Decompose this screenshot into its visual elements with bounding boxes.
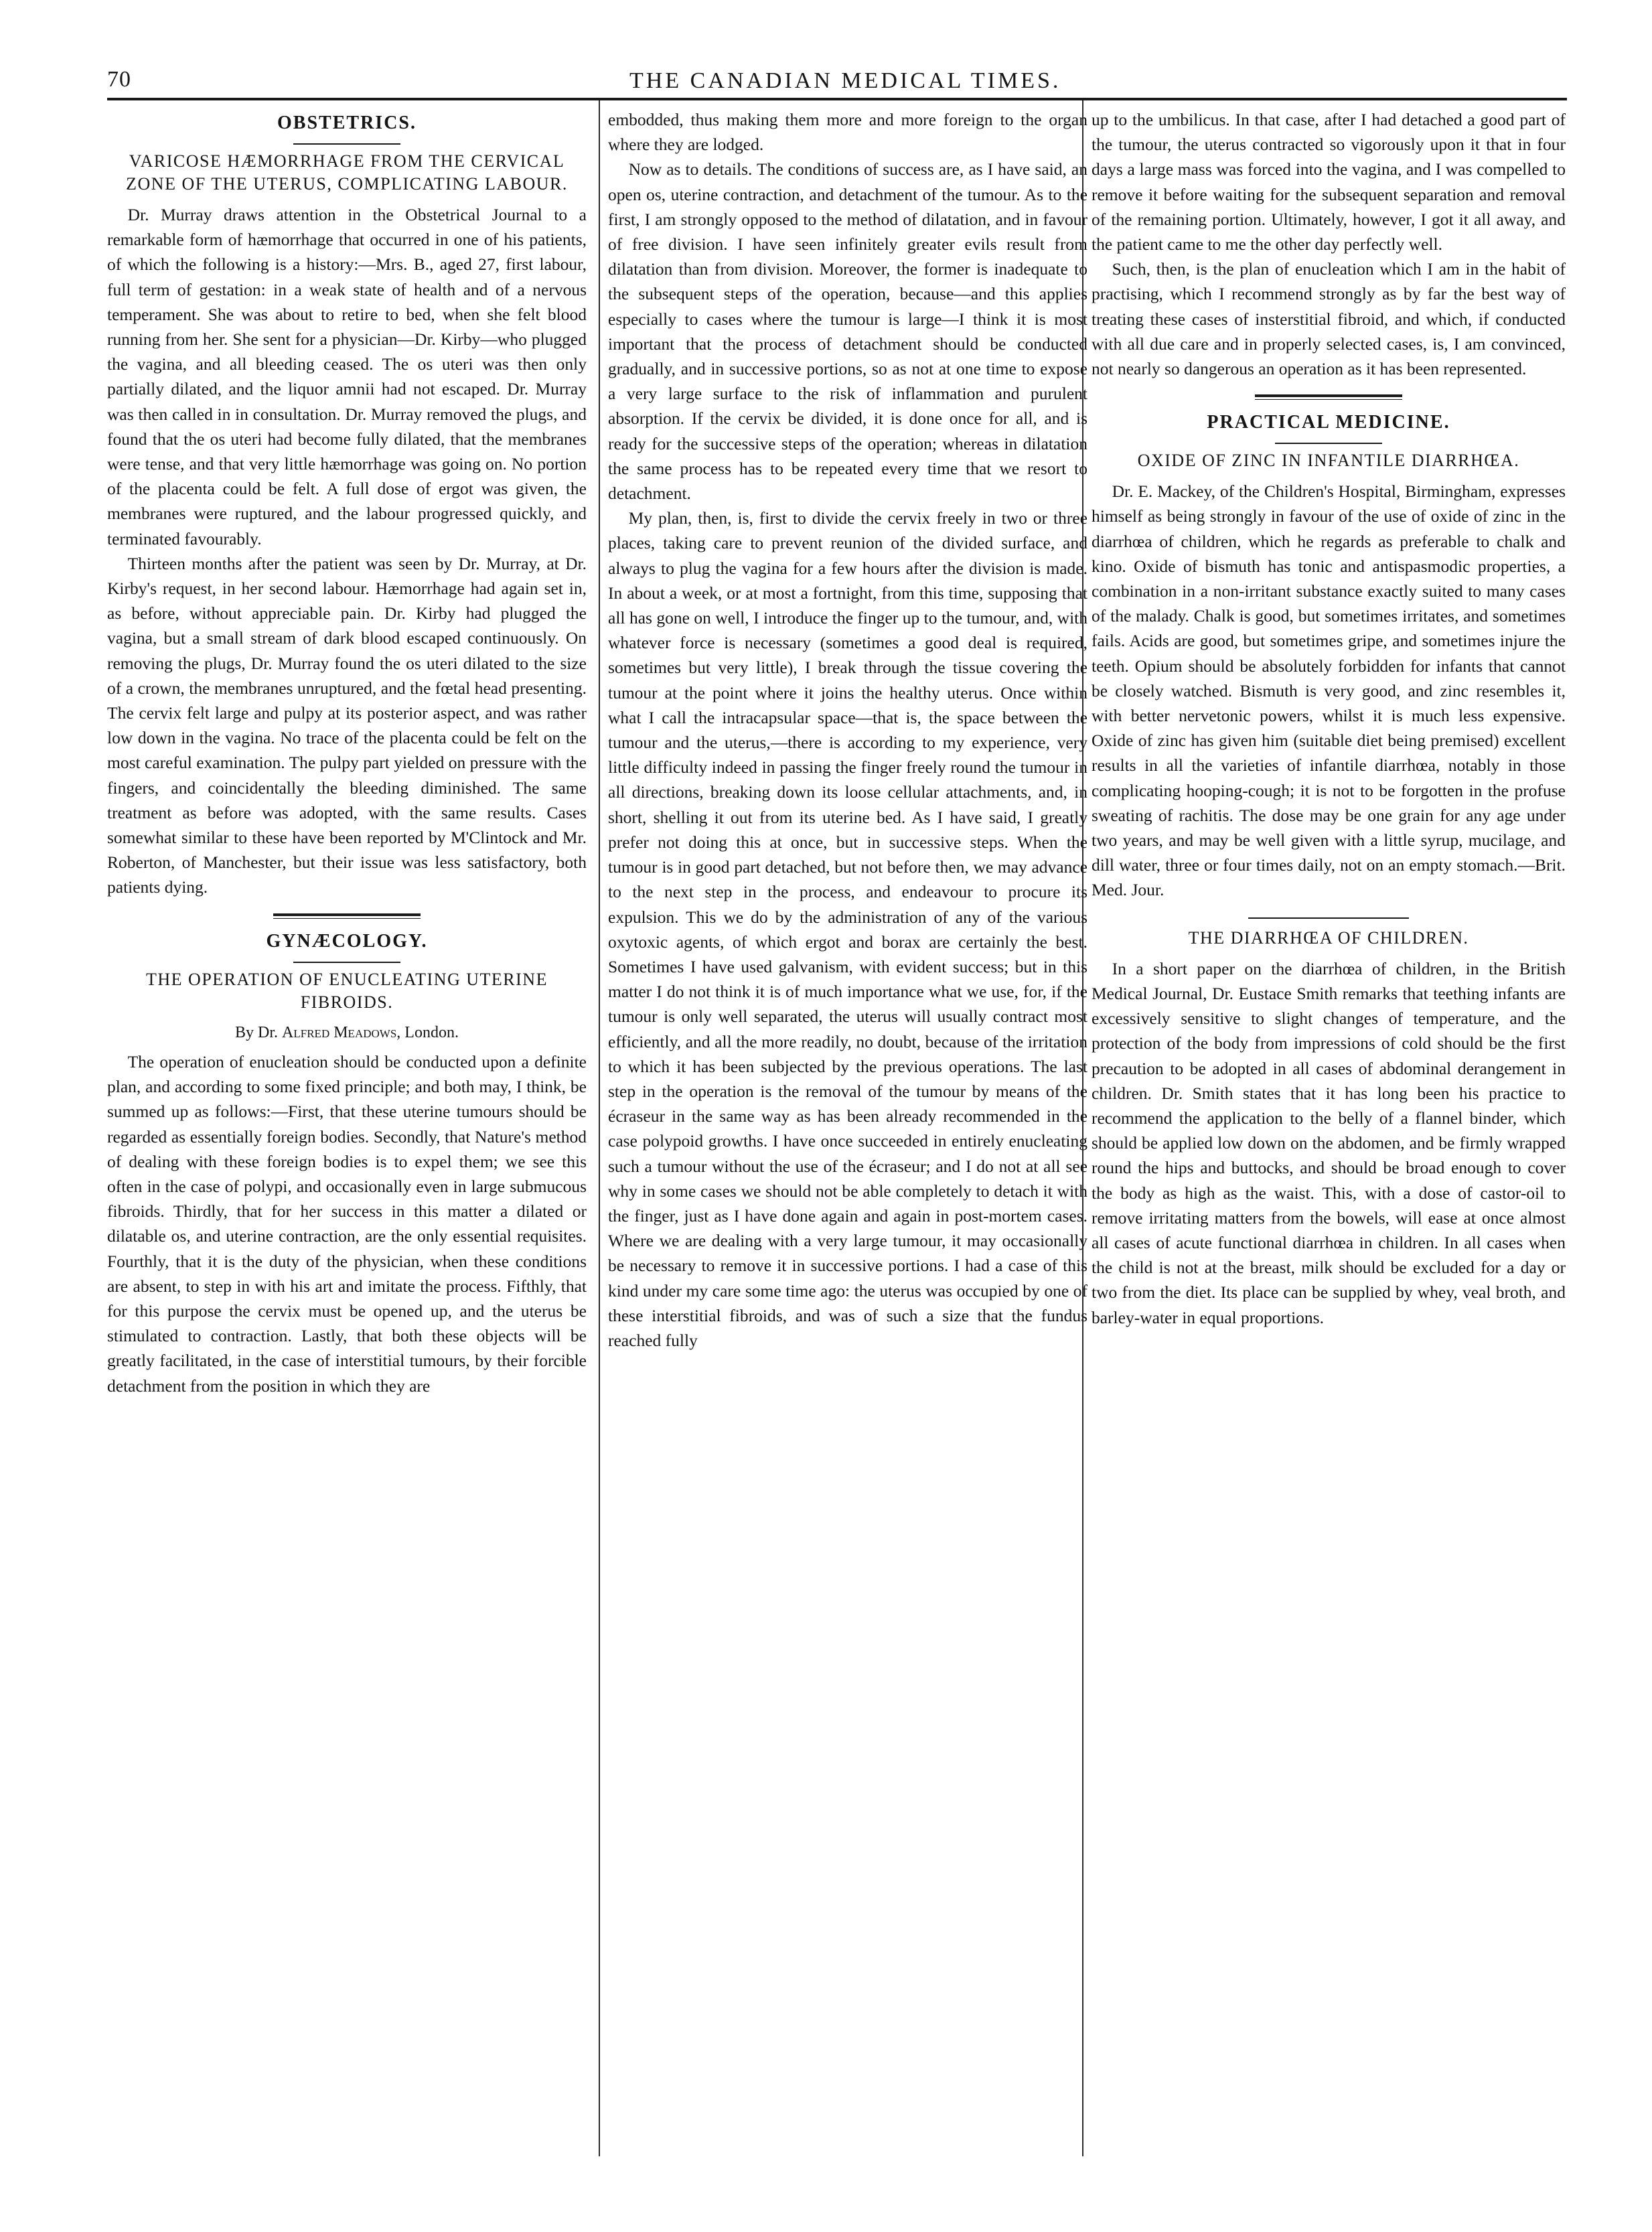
article-paragraph: Such, then, is the plan of enucleation which I am in the habit of practising, which I recommend strongly as by far the best way of treating these cases of insterstitial fibroid, and which, if conducted with all due care and in properly selected cases, is, I am convinced, not nearly so dangerous an operation as it has been represented. — [1092, 259, 1566, 379]
heading-rule — [293, 962, 400, 963]
article-title-diarrhoea-of-children: THE DIARRHŒA OF CHILDREN. — [1188, 927, 1469, 948]
article-paragraph: My plan, then, is, first to divide the cervix freely in two or three places, taking care to prevent reunion of the divided surface, and always to plug the vagina for a few hours after the division is made. In about a week, or at most a fortnight, from this time, supposing that all has gone on well, I introduce the finger up to the tumour, and, with whatever force is necessary (sometimes a good deal is required, sometimes but very little), I break through the tissue covering the tumour at the point where it joins the healthy uterus. Once within what I call the intracapsular space—that is, the space between the tumour and the uterus,—there is according to my experience, very little difficulty indeed in passing the finger freely round the tumour in all directions, breaking down its loose cellular attachments, and, in short, shelling it out from its uterine bed. As I have said, I greatly prefer not doing this at once, but in successive steps. When the tumour is in good part detached, but not before then, we may advance to the next step in the process, and endeavour to procure its expulsion. This we do by the administration of any of the various oxytoxic agents, of which ergot and borax are certainly the best. Sometimes I have used galvanism, with evident success; but in this matter I do not think it is of much importance what we use, for, if the tumour is only well separated, the uterus will usually contract most efficiently, and all the more readily, no doubt, because of the irritation to which it has been subjected by the previous operations. The last step in the operation is the removal of the tumour by means of the écraseur in the same way as has been already recommended in the case polypoid growths. I have once succeeded in entirely enucleating such a tumour without the use of the écraseur; and I do not at all see why in some cases we should not be able completely to detach it with the finger, just as I have done again and again in post-mortem cases. Where we are dealing with a very large tumour, it may occasionally be necessary to remove it in successive portions. I had a case of this kind under my care some time ago: the uterus was occupied by one of these interstitial fibroids, and was of such a size that the fundus reached fully — [608, 508, 1087, 1350]
section-separator — [273, 913, 421, 919]
byline-prefix: By Dr. — [235, 1023, 279, 1041]
article-paragraph-continued: embodded, thus making them more and more foreign to the organ where they are lodged. — [608, 110, 1087, 155]
article-paragraph: In a short paper on the diarrhœa of children, in the British Medical Journal, Dr. Eustace Smith remarks that teething infants are excessively sensitive to slight changes of temperature, and the protection of the body from impressions of cold should be the first precaution to be adopted in all cases of abdominal derangement in children. Dr. Smith states that it has long been his practice to recommend the application to the belly of a flannel binder, which should be applied low down on the abdomen, and be firmly wrapped round the hips and buttocks, and should be broad enough to cover the body as high as the waist. This, with a dose of castor-oil to remove irritating matters from the bowels, will ease at once almost all cases of acute functional diarrhœa in children. In all cases when the child is not at the breast, milk should be excluded for a day or two from the diet. Its place can be supplied by whey, veal broth, and barley-water in equal proportions. — [1092, 958, 1566, 1327]
article-title-varicose-haemorrhage: VARICOSE HÆMORRHAGE FROM THE CERVICAL ZONE OF THE UTERUS, COMPLICATING LABOUR. — [126, 151, 568, 194]
article-paragraph: Now as to details. The conditions of success are, as I have said, an open os, uterine contraction, and detachment of the tumour. As to the first, I am strongly opposed to the method of dilatation, and in favour of free division. I have seen infinitely greater evils result from dilatation than from division. Moreover, the former is inadequate to the subsequent steps of the operation, because—and this applies especially to cases where the tumour is large—I think it is most important that the process of detachment should be conducted gradually, and in successive portions, so as not at one time to expose a very large surface to the risk of inflammation and purulent absorption. If the cervix be divided, it is done once for all, and is ready for the successive steps of the operation; whereas in dilatation the same process has to be repeated every time that we resort to detachment. — [608, 159, 1087, 504]
heading-rule — [293, 143, 400, 145]
article-paragraph: Dr. Murray draws attention in the Obstetrical Journal to a remarkable form of hæmorrhage that occurred in one of his patients, of which the following is a history:—Mrs. B., aged 27, first labour, full term of gestation: in a weak state of health and of a nervous temperament. She was about to retire to bed, when she felt blood running from her. She sent for a physician—Dr. Kirby—who plugged the vagina, and all bleeding ceased. The os uteri was then only partially dilated, and the liquor amnii had not escaped. Dr. Murray was then called in in consultation. Dr. Murray removed the plugs, and found that the os uteri had become fully dilated, that the membranes were tense, and that very little hæmorrhage was going on. No portion of the placenta could be felt. A full dose of ergot was given, the membranes were ruptured, and the labour progressed quickly, and terminated favourably. — [107, 205, 587, 548]
page-number: 70 — [107, 67, 131, 92]
byline-author: Alfred Meadows, — [282, 1023, 401, 1041]
column-1 — [107, 107, 587, 1398]
section-heading-practical-medicine: PRACTICAL MEDICINE. — [1207, 412, 1450, 433]
article-byline — [107, 1021, 587, 1045]
column-3 — [1092, 107, 1566, 1330]
article-title-oxide-of-zinc: OXIDE OF ZINC IN INFANTILE DIARRHŒA. — [1137, 451, 1520, 471]
header-rule — [107, 98, 1567, 100]
article-paragraph: Thirteen months after the patient was seen by Dr. Murray, at Dr. Kirby's request, in her second labour. Hæmorrhage had again set in, as before, without appreciable pain. Dr. Kirby had plugged the vagina, but a small stream of dark blood escaped continuously. On removing the plugs, Dr. Murray found the os uteri dilated to the size of a crown, the membranes unruptured, and the fœtal head presenting. The cervix felt large and pulpy at its posterior aspect, and was rather low down in the vagina. No trace of the placenta could be felt on the most careful examination. The pulpy part yielded on pressure with the fingers, and coincidentally the bleeding diminished. The same treatment as before was adopted, with the same results. Cases somewhat similar to these have been reported by M'Clintock and Mr. Roberton, of Manchester, but their issue was less satisfactory, both patients dying. — [107, 553, 587, 897]
article-separator — [1248, 917, 1409, 919]
article-paragraph: The operation of enucleation should be conducted upon a definite plan, and according to some fixed principle; and both may, I think, be summed up as follows:—First, that these uterine tumours should be regarded as essentially foreign bodies. Secondly, that Nature's method of dealing with these foreign bodies is to expel them; we see this often in the case of polypi, and occasionally even in large submucous fibroids. Thirdly, that for her success in this matter a dilated or dilatable os, and uterine contraction, are the only essential requisites. Fourthly, that it is the duty of the physician, when these conditions are absent, to step in with his art and imitate the process. Fifthly, that for this purpose the cervix must be opened up, and the uterus be stimulated to contraction. Lastly, that both these objects will be greatly facilitated, in the case of interstitial tumours, by their forcible detachment from the position in which they are — [107, 1051, 587, 1396]
article-title-enucleating-fibroids: THE OPERATION OF ENUCLEATING UTERINE FIBROIDS. — [146, 969, 548, 1012]
article-paragraph: Dr. E. Mackey, of the Children's Hospital, Birmingham, expresses himself as being strongly in favour of the use of oxide of zinc in the diarrhœa of children, which he regards as preferable to chalk and kino. Oxide of bismuth has tonic and antispasmodic properties, a combination in a non-irritant substance exactly suited to many cases of the malady. Chalk is good, but sometimes irritates, and sometimes fails. Acids are good, but sometimes gripe, and sometimes injure the teeth. Opium should be absolutely forbidden for infants that cannot be closely watched. Bismuth is very good, and zinc resembles it, with better nervetonic powers, whilst it is much less expensive. Oxide of zinc has given him (suitable diet being premised) excellent results in all the varieties of infantile diarrhœa, notably in those complicating hooping-cough; it is not to be forgotten in the profuse sweating of rachitis. The dose may be one grain for any age under two years, and may be well given with a little syrup, mucilage, and dill water, three or four times daily, not on an empty stomach.—Brit. Med. Jour. — [1092, 481, 1566, 900]
byline-place: London. — [404, 1023, 459, 1041]
column-divider-1 — [599, 100, 600, 2156]
heading-rule — [1275, 443, 1382, 444]
section-heading-gynaecology: GYNÆCOLOGY. — [266, 930, 428, 952]
section-separator — [1255, 394, 1402, 400]
section-heading-obstetrics: OBSTETRICS. — [277, 113, 417, 133]
column-2 — [608, 107, 1087, 1353]
running-title: THE CANADIAN MEDICAL TIMES. — [629, 68, 1061, 93]
article-paragraph-continued: up to the umbilicus. In that case, after I had detached a good part of the tumour, the uterus contracted so vigorously upon it that in four days a large mass was forced into the vagina, and I was compelled to remove it before waiting for the subsequent separation and removal of the remaining portion. Ultimately, however, I got it all away, and the patient came to me the other day perfectly well. — [1092, 110, 1566, 254]
